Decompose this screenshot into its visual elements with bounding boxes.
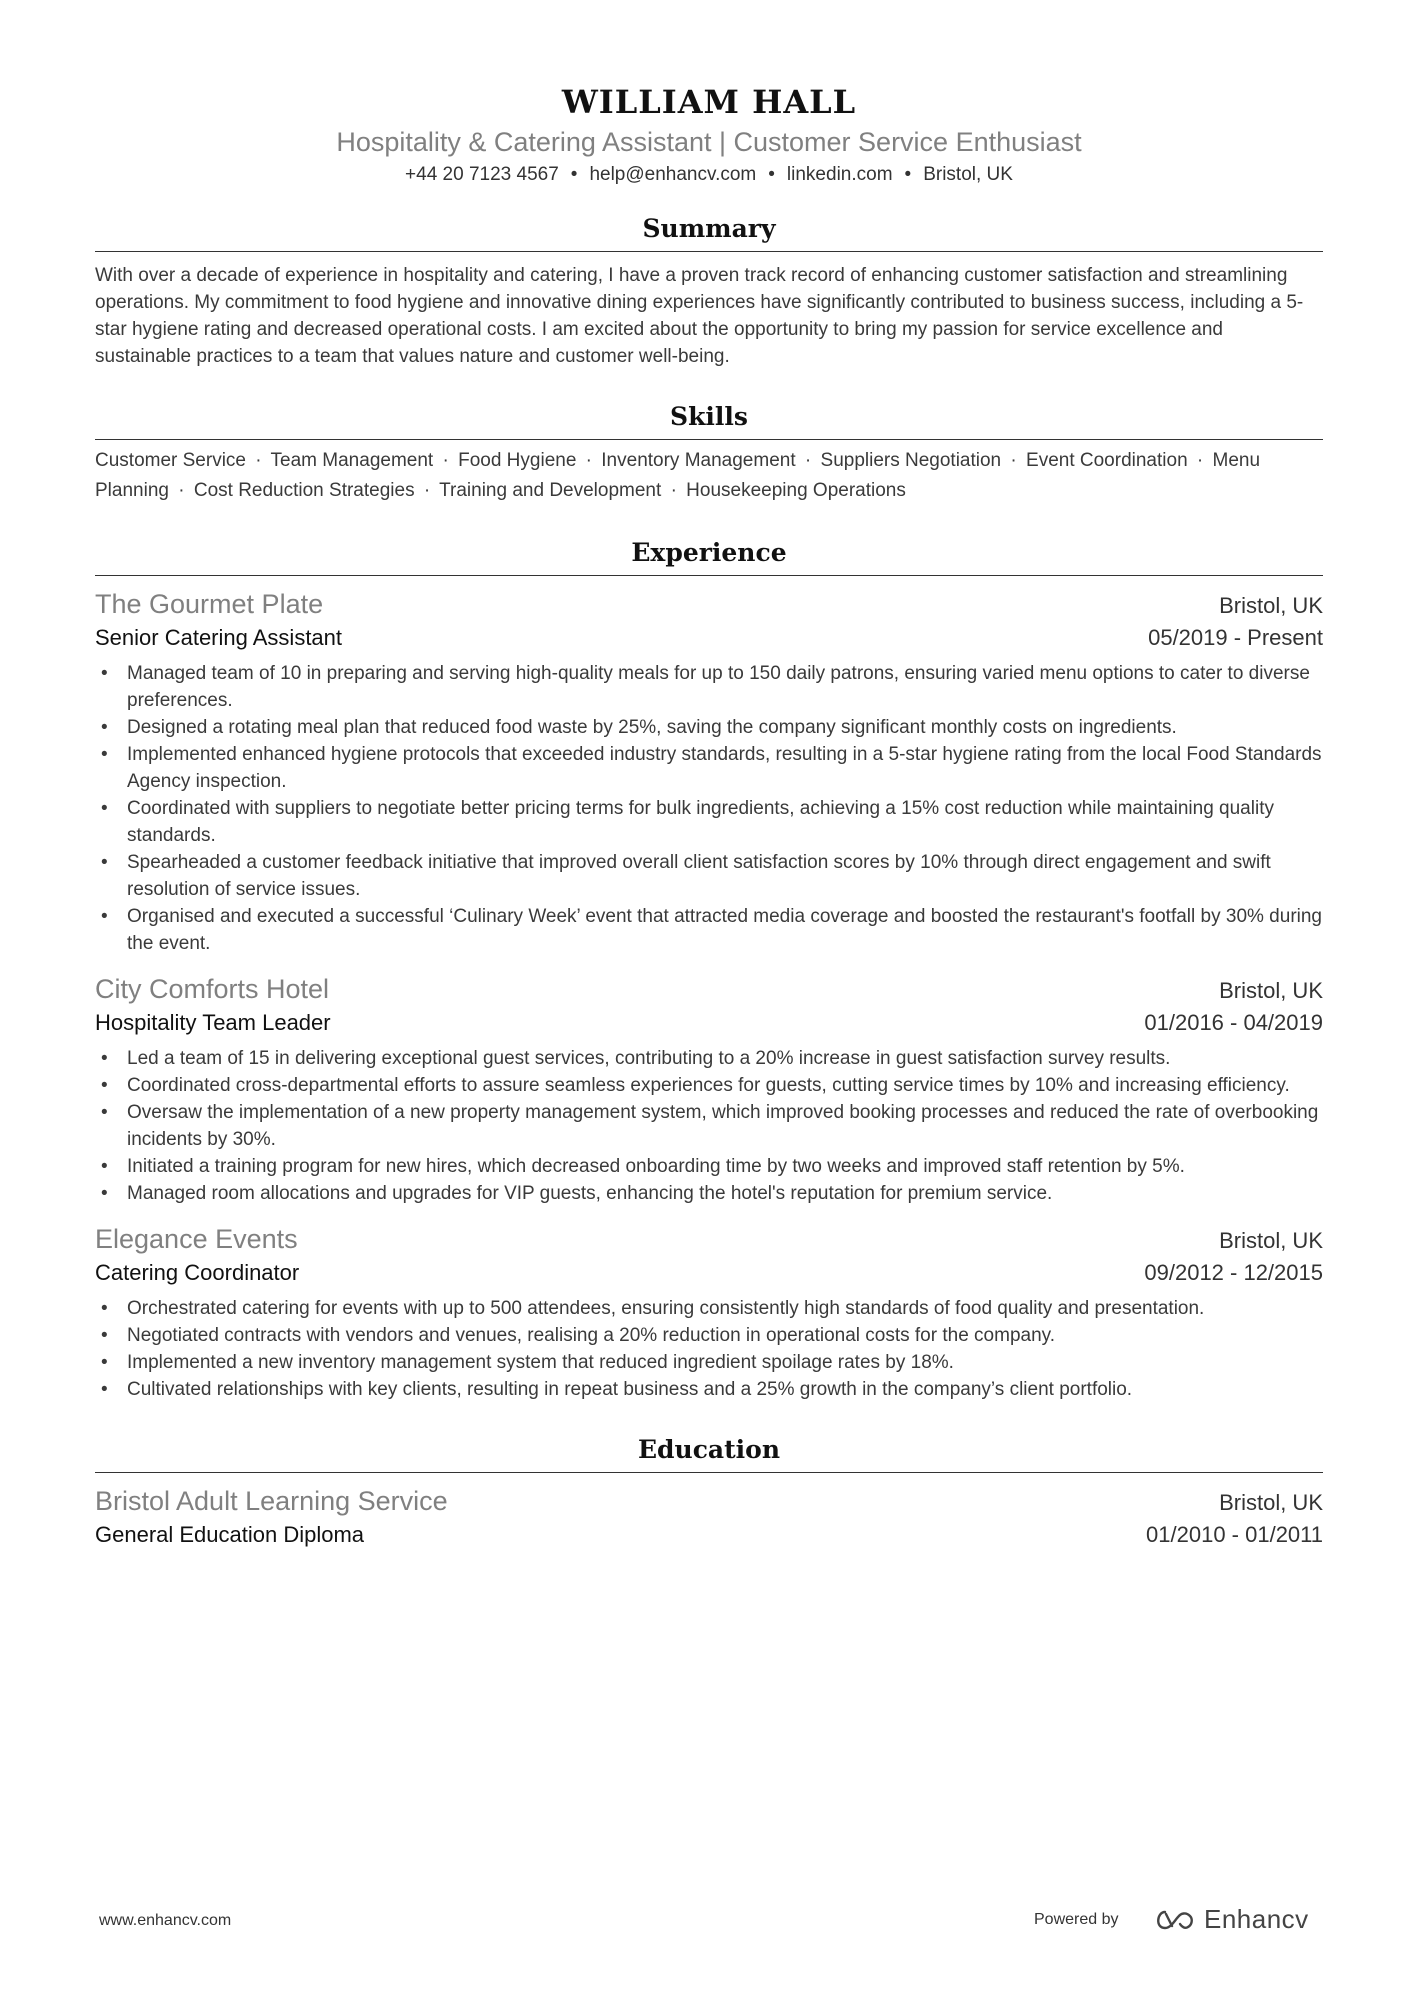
skill-item: Cost Reduction Strategies [193,480,415,501]
list-item: • Spearheaded a customer feedback initiative that improved overall client satisfaction scores by 10% through direct engagement and swift resolution of service issues. [95,849,1323,903]
enhancv-logo-icon [1152,1908,1196,1932]
list-item: • Designed a rotating meal plan that reduced food waste by 25%, saving the company significant monthly costs on ingredients. [95,714,1323,741]
skill-item: Training and Development [439,480,662,501]
skill-separator: · [585,450,592,471]
achievement-list [95,1295,1323,1403]
skill-item: Customer Service [95,450,246,471]
school-location: Bristol, UK [1219,1490,1323,1515]
job-dates: 01/2016 - 04/2019 [1144,1010,1323,1035]
list-item: • Orchestrated catering for events with up to 500 attendees, ensuring consistently high standards of food quality and presentation. [95,1295,1323,1322]
education-entry [95,1483,1323,1551]
summary-heading: Summary [95,212,1323,252]
list-item: • Initiated a training program for new hires, which decreased onboarding time by two weeks and improved staff retention by 5%. [95,1153,1323,1180]
list-item: • Implemented a new inventory management system that reduced ingredient spoilage rates by 18%. [95,1349,1323,1376]
list-item: • Led a team of 15 in delivering exceptional guest services, contributing to a 20% increase in guest satisfaction survey results. [95,1045,1323,1072]
separator-dot: • [570,164,578,185]
skill-item: Suppliers Negotiation [820,450,1002,471]
skills-section [95,400,1323,506]
skill-item: Team Management [270,450,434,471]
list-item: • Organised and executed a successful ‘Culinary Week’ event that attracted media coverage and boosted the restaurant's footfall by 30% during the event. [95,903,1323,957]
powered-by-label: Powered by [1034,1911,1119,1928]
company-name: Elegance Events [95,1224,298,1254]
skill-separator: · [670,480,677,501]
experience-section [95,536,1323,1403]
skill-item: Event Coordination [1026,450,1188,471]
contact-linkedin[interactable]: linkedin.com [786,164,893,185]
job-title: Catering Coordinator [95,1260,300,1285]
experience-entry [95,1221,1323,1403]
skill-item: Housekeeping Operations [686,480,906,501]
company-name: City Comforts Hotel [95,974,330,1004]
contact-email[interactable]: help@enhancv.com [589,164,757,185]
skill-item: Food Hygiene [458,450,577,471]
school-name: Bristol Adult Learning Service [95,1486,448,1516]
contact-location: Bristol, UK [923,164,1013,185]
candidate-headline: Hospitality & Catering Assistant | Customer Service Enthusiast [336,127,1082,157]
contact-line [95,162,1323,188]
list-item: • Coordinated cross-departmental efforts to assure seamless experiences for guests, cutting service times by 10% and increasing efficiency. [95,1072,1323,1099]
list-item: • Cultivated relationships with key clients, resulting in repeat business and a 25% growth in the company’s client portfolio. [95,1376,1323,1403]
education-heading: Education [95,1433,1323,1473]
skill-separator: · [423,480,431,501]
summary-section [95,212,1323,370]
job-dates: 09/2012 - 12/2015 [1144,1260,1323,1285]
job-location: Bristol, UK [1219,978,1323,1003]
job-location: Bristol, UK [1219,593,1323,618]
separator-dot: • [768,164,775,185]
candidate-name: WILLIAM HALL [561,83,857,121]
list-item: • Managed room allocations and upgrades for VIP guests, enhancing the hotel's reputation for premium service. [95,1180,1323,1207]
skill-separator: · [178,480,185,501]
separator-dot: • [904,164,912,185]
list-item: • Coordinated with suppliers to negotiate better pricing terms for bulk ingredients, achieving a 15% cost reduction while maintaining quality standards. [95,795,1323,849]
list-item: • Implemented enhanced hygiene protocols that exceeded industry standards, resulting in a 5-star hygiene rating from the local Food Standards Agency inspection. [95,741,1323,795]
skill-separator: · [1196,450,1204,471]
skill-separator: · [1010,450,1017,471]
resume-header [95,80,1323,188]
achievement-list [95,1045,1323,1207]
job-title: Senior Catering Assistant [95,625,343,650]
skills-list [95,446,1323,506]
summary-text: With over a decade of experience in hospitality and catering, I have a proven track record of enhancing customer satisfaction and streamlining operations. My commitment to food hygiene and innovative dining experiences have significantly contributed to business success, including a 5-star hygiene rating and decreased operational costs. I am excited about the opportunity to bring my passion for service excellence and sustainable practices to a team that values nature and customer well-being. [95,265,1304,367]
resume-page [95,80,1323,1551]
experience-heading: Experience [95,536,1323,576]
achievement-list [95,660,1323,957]
page-footer [99,1904,1315,1938]
skill-separator: · [804,450,812,471]
skill-item: Inventory Management [601,450,796,471]
job-dates: 05/2019 - Present [1148,625,1323,650]
brand-logo[interactable] [1152,1904,1309,1935]
education-section [95,1433,1323,1551]
footer-url-link[interactable]: www.enhancv.com [99,1912,232,1929]
skill-item: Menu Planning [95,450,1261,501]
list-item: • Negotiated contracts with vendors and venues, realising a 20% reduction in operational costs for the company. [95,1322,1323,1349]
brand-name: Enhancv [1204,1904,1309,1934]
company-name: The Gourmet Plate [95,589,324,619]
list-item: • Managed team of 10 in preparing and serving high-quality meals for up to 150 daily patrons, ensuring varied menu options to cater to diverse preferences. [95,660,1323,714]
job-title: Hospitality Team Leader [95,1010,331,1035]
experience-entry [95,586,1323,957]
job-location: Bristol, UK [1219,1228,1323,1253]
list-item: • Oversaw the implementation of a new property management system, which improved booking processes and reduced the rate of overbooking incidents by 30%. [95,1099,1323,1153]
skill-separator: · [255,450,262,471]
skill-separator: · [442,450,449,471]
experience-entry [95,971,1323,1207]
degree-title: General Education Diploma [95,1522,365,1547]
education-dates: 01/2010 - 01/2011 [1146,1522,1323,1547]
contact-phone: +44 20 7123 4567 [405,164,559,185]
skills-heading: Skills [95,400,1323,440]
